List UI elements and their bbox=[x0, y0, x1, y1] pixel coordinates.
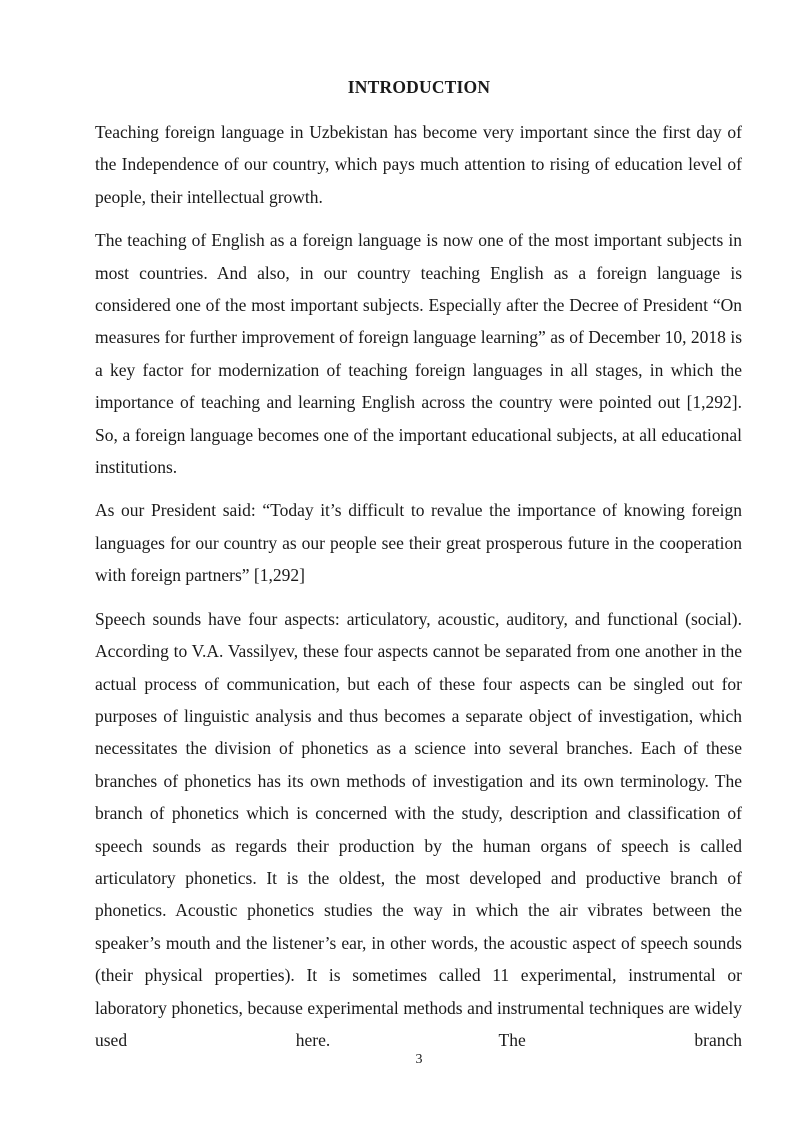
paragraph-1: Teaching foreign language in Uzbekistan has become very important since the first day of the Independence of our country, which pays much attention to rising of education level of people, their intellectual growth. bbox=[95, 122, 742, 207]
paragraph-2: The teaching of English as a foreign language is now one of the most important subjects in most countries. And also, in our country teaching English as a foreign language is considered one of the most important subjects. Especially after the Decree of President “On measures for further improvement of foreign language learning” as of December 10, 2018 is a key factor for modernization of teaching foreign languages in all stages, in which the importance of teaching and learning English across the country were pointed out [1,292]. So, a foreign language becomes one of the important educational subjects, at all educational institutions. bbox=[95, 230, 742, 478]
paragraph-4: Speech sounds have four aspects: articulatory, acoustic, auditory, and functional (social). According to V.A. Vassilyev, these four aspects cannot be separated from one another in the actual process of communication, but each of these four aspects can be singled out for purposes of linguistic analysis and thus becomes a separate object of investigation, which necessitates the division of phonetics as a science into several branches. Each of these branches of phonetics has its own methods of investigation and its own terminology. The branch of phonetics which is concerned with the study, description and classification of speech sounds as regards their production by the human organs of speech is called articulatory phonetics. It is the oldest, the most developed and productive branch of phonetics. Acoustic phonetics studies the way in which the air vibrates between the speaker’s mouth and the listener’s ear, in other words, the acoustic aspect of speech sounds (their physical properties). It is sometimes called 11 experimental, instrumental or laboratory phonetics, because experimental methods and instrumental techniques are widely used here. The branch bbox=[95, 608, 742, 1050]
page-title: INTRODUCTION bbox=[347, 77, 491, 97]
body-text bbox=[95, 116, 742, 1067]
paragraph-3: As our President said: “Today it’s difficult to revalue the importance of knowing foreign languages for our country as our people see their great prosperous future in the cooperation with foreign partners” [1,292] bbox=[95, 500, 742, 586]
page-number: 3 bbox=[415, 1052, 423, 1067]
